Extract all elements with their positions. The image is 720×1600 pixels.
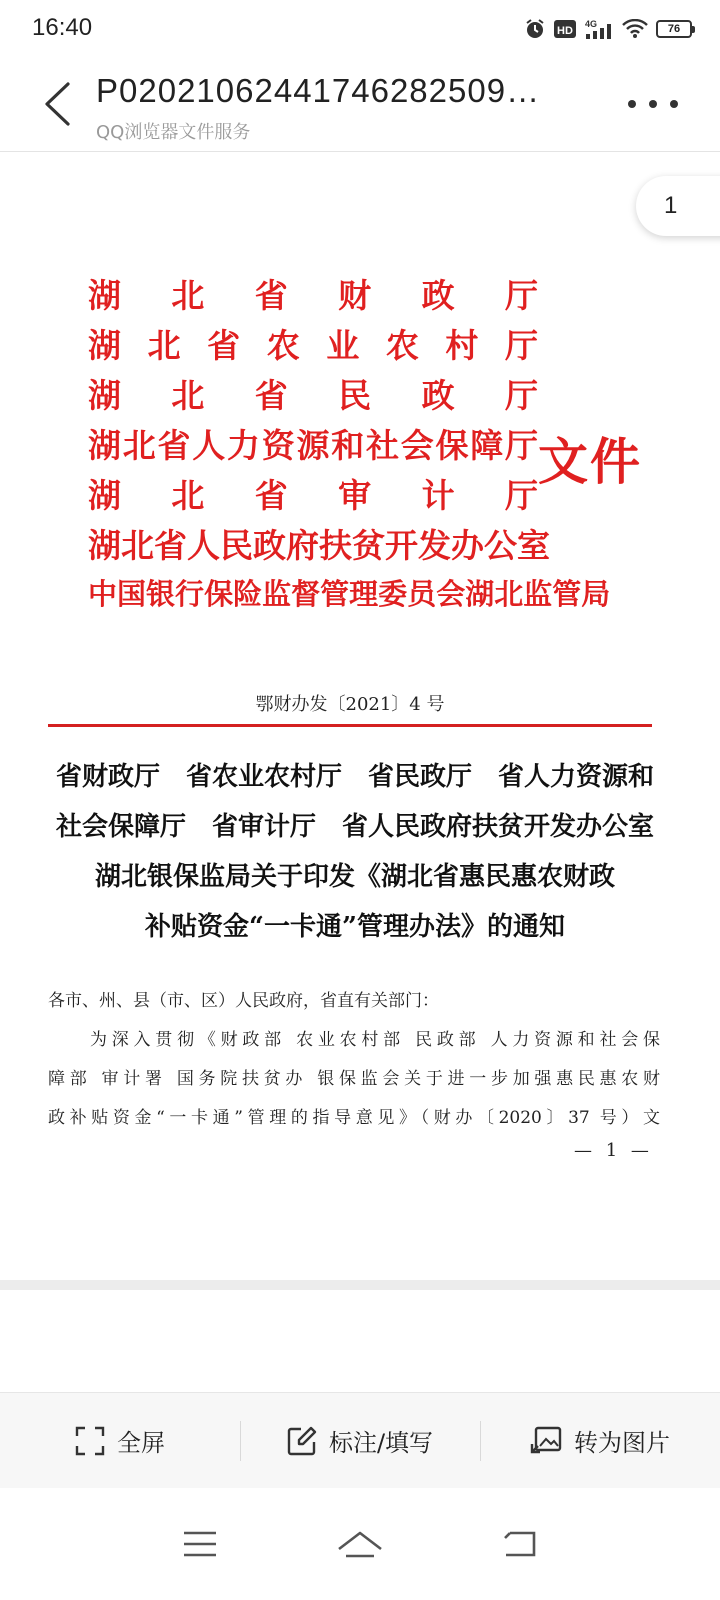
org-name-row [88, 320, 538, 368]
status-time: 16:40 [32, 14, 93, 41]
notice-title-line: 湖北银保监局关于印发《湖北省惠民惠农财政 [94, 862, 615, 892]
svg-text:4G: 4G [585, 19, 598, 29]
addressee-line: 各市、州、县（市、区）人民政府，省直有关部门： [48, 991, 439, 1011]
current-page: 1 [664, 192, 678, 219]
org-name-char: 国 [117, 577, 147, 611]
org-name-char: 厅 [505, 426, 538, 465]
org-name-char: 政 [421, 276, 455, 315]
org-name-char: 府 [286, 526, 319, 565]
org-name-char: 局 [581, 577, 611, 611]
notice-title-line: 社会保障厅 省审计厅 省人民政府扶贫开发办公室 [55, 812, 654, 842]
org-name-char: 厅 [504, 276, 538, 315]
page-indicator[interactable] [636, 176, 720, 236]
org-name-char: 会 [436, 577, 466, 611]
notice-title-line: 省财政厅 省农业农村厅 省民政厅 省人力资源和 [55, 762, 654, 792]
more-dot-icon [670, 100, 678, 108]
fullscreen-button[interactable] [0, 1393, 240, 1488]
system-nav-bar [0, 1488, 720, 1600]
annotate-label: 标注/填写 [328, 1429, 434, 1457]
org-name-char: 北 [494, 577, 524, 611]
org-name-char: 政 [253, 526, 286, 565]
org-name-char: 湖 [88, 326, 121, 365]
body-line: 政补贴资金“一卡通”管理的指导意见》（财办〔2020〕37 号）文 [48, 1108, 660, 1128]
org-name-char: 北 [171, 276, 205, 315]
org-name-char: 险 [233, 577, 263, 611]
org-name-char: 中 [88, 577, 118, 611]
fullscreen-icon [75, 1426, 105, 1456]
org-name-char: 管 [320, 577, 350, 611]
org-name-char: 业 [326, 326, 360, 365]
status-icons [524, 16, 692, 42]
org-name-char: 厅 [504, 376, 538, 415]
org-name-char: 北 [121, 526, 154, 565]
org-name-char: 湖 [88, 476, 121, 515]
org-name-char: 办 [451, 526, 484, 565]
org-name-char: 人 [187, 526, 220, 565]
next-document-page[interactable] [0, 1290, 720, 1390]
org-name-char: 厅 [504, 476, 538, 515]
org-name-char: 和 [331, 426, 365, 465]
org-name-char: 监 [523, 577, 553, 611]
org-name-char: 湖 [88, 376, 121, 415]
menu-nav-button[interactable] [170, 1519, 230, 1569]
org-name-char: 民 [220, 526, 253, 565]
org-name-char: 厅 [504, 326, 538, 365]
org-name-char: 省 [207, 326, 241, 365]
image-convert-icon [530, 1426, 562, 1456]
org-name-char: 社 [366, 426, 399, 465]
org-name-char: 扶 [319, 526, 352, 565]
document-page[interactable] [0, 152, 720, 1280]
org-name-char: 湖 [88, 426, 121, 465]
org-name-char: 源 [296, 426, 330, 465]
org-name-row [88, 470, 538, 518]
org-name-char: 农 [385, 326, 419, 365]
org-name-row [88, 270, 538, 318]
org-name-char: 会 [400, 426, 434, 465]
org-name-char: 资 [261, 426, 295, 465]
back-nav-button[interactable] [490, 1519, 550, 1569]
alarm-icon [524, 18, 546, 40]
org-name-row [88, 572, 611, 620]
org-name-char: 障 [470, 426, 504, 465]
org-name-char: 力 [227, 426, 260, 465]
svg-text:HD: HD [557, 25, 573, 37]
hd-icon [554, 19, 576, 39]
org-name-char: 保 [204, 577, 234, 611]
convert-to-image-label: 转为图片 [574, 1429, 670, 1457]
org-name-char: 政 [421, 376, 455, 415]
org-name-char: 民 [338, 376, 372, 415]
org-name-char: 湖 [88, 526, 121, 565]
org-name-row [88, 370, 538, 418]
org-name-char: 省 [254, 476, 288, 515]
signal-4g-icon [584, 18, 614, 40]
file-source: QQ浏览器文件服务 [96, 122, 251, 143]
more-button[interactable] [628, 92, 678, 116]
chevron-left-icon [43, 81, 71, 127]
org-name-char: 村 [445, 326, 479, 365]
page-number: — 1 — [574, 1140, 653, 1161]
notice-title [40, 752, 670, 952]
more-dot-icon [649, 100, 657, 108]
org-name-char: 贫 [352, 526, 385, 565]
org-name-char: 委 [378, 577, 408, 611]
org-name-char: 保 [435, 426, 469, 465]
org-name-char: 北 [171, 476, 205, 515]
org-name-char: 室 [517, 526, 550, 565]
document-type-label: 文件 [538, 432, 642, 491]
org-name-char: 监 [262, 577, 292, 611]
more-dot-icon [628, 100, 636, 108]
org-name-char: 省 [254, 376, 288, 415]
home-icon [336, 1529, 384, 1559]
org-name-char: 省 [154, 526, 187, 565]
file-title: P02021062441746282509… [96, 72, 541, 109]
body-line: 为深入贯彻《财政部 农业农村部 民政部 人力资源和社会保 [90, 1030, 660, 1050]
home-nav-button[interactable] [330, 1519, 390, 1569]
org-name-char: 北 [171, 376, 205, 415]
red-divider [48, 724, 652, 727]
org-name-char: 北 [147, 326, 181, 365]
org-name-char: 省 [157, 426, 191, 465]
org-name-char: 湖 [88, 276, 121, 315]
bottom-toolbar [0, 1392, 720, 1488]
org-name-char: 人 [192, 426, 226, 465]
org-name-char: 银 [146, 577, 176, 611]
battery-icon [656, 20, 692, 38]
org-name-char: 公 [484, 526, 517, 565]
org-name-char: 督 [291, 577, 321, 611]
edit-icon [287, 1426, 317, 1456]
org-name-char: 农 [266, 326, 300, 365]
org-name-char: 管 [552, 577, 582, 611]
org-name-char: 发 [418, 526, 451, 565]
annotate-button[interactable] [240, 1393, 480, 1488]
org-name-row [88, 420, 538, 468]
org-name-char: 开 [385, 526, 418, 565]
org-name-char: 理 [349, 577, 379, 611]
wifi-icon [622, 19, 648, 39]
org-name-char: 员 [407, 577, 437, 611]
document-body [48, 982, 660, 1138]
document-number: 鄂财办发〔2021〕4 号 [255, 694, 445, 715]
menu-icon [182, 1530, 218, 1558]
org-name-char: 财 [338, 276, 372, 315]
org-name-char: 计 [421, 476, 455, 515]
org-name-row [88, 520, 550, 568]
battery-level: 76 [667, 23, 681, 35]
org-name-char: 北 [122, 426, 156, 465]
page-separator [0, 1280, 720, 1290]
org-name-char: 湖 [465, 577, 495, 611]
org-name-char: 审 [338, 476, 372, 515]
notice-title-line: 补贴资金“一卡通”管理办法》的通知 [145, 912, 565, 942]
app-bar [0, 56, 720, 152]
status-bar [0, 0, 720, 56]
convert-to-image-button[interactable] [480, 1393, 720, 1488]
org-name-char: 行 [175, 577, 205, 611]
return-icon [502, 1529, 538, 1559]
body-line: 障部 审计署 国务院扶贫办 银保监会关于进一步加强惠民惠农财 [48, 1069, 660, 1089]
org-name-char: 省 [254, 276, 288, 315]
back-button[interactable] [30, 76, 84, 132]
fullscreen-label: 全屏 [117, 1429, 165, 1457]
